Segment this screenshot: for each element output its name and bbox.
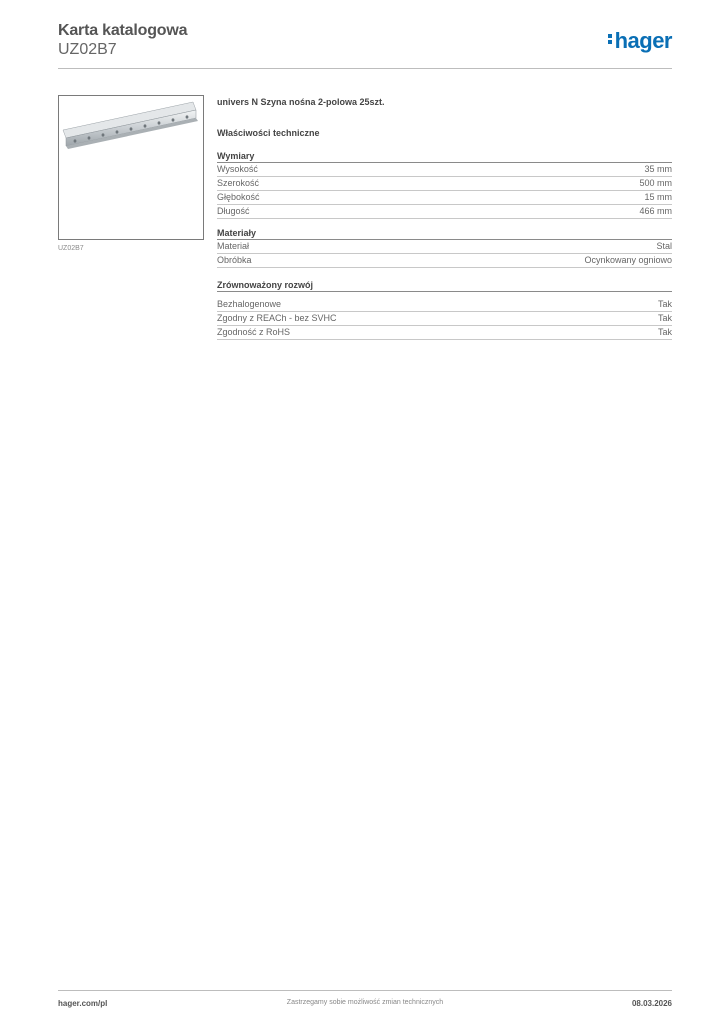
image-caption: UZ02B7 <box>58 245 84 252</box>
row-value: 15 mm <box>644 192 672 202</box>
row-value: 466 mm <box>639 206 672 216</box>
row-value: Ocynkowany ogniowo <box>584 255 672 265</box>
logo-text: hager <box>614 28 672 53</box>
table-row <box>217 177 672 191</box>
table-row <box>217 298 672 312</box>
materials-section <box>217 227 672 268</box>
row-label: Bezhalogenowe <box>217 299 282 309</box>
disclaimer: Zastrzegamy sobie możliwość zmian technicznych <box>286 999 444 1006</box>
row-value: 500 mm <box>639 178 672 188</box>
mounting-rail-image <box>59 96 203 239</box>
row-label: Szerokość <box>217 178 260 188</box>
section-title: Wymiary <box>217 150 672 163</box>
row-label: Zgodność z RoHS <box>217 327 291 337</box>
logo-dots-icon <box>608 32 613 46</box>
row-label: Zgodny z REACh - bez SVHC <box>217 313 337 323</box>
row-label: Materiał <box>217 241 250 251</box>
product-code: UZ02B7 <box>58 41 117 58</box>
dimensions-section <box>217 150 672 219</box>
row-label: Wysokość <box>217 164 258 174</box>
website-link[interactable]: hager.com/pl <box>58 999 108 1008</box>
row-label: Głębokość <box>217 192 260 202</box>
table-row <box>217 254 672 268</box>
sustainability-section <box>217 279 672 340</box>
table-row <box>217 312 672 326</box>
table-row <box>217 240 672 254</box>
technical-properties-heading: Właściwości techniczne <box>217 128 320 138</box>
product-name: univers N Szyna nośna 2-polowa 25szt. <box>217 97 385 107</box>
table-row <box>217 191 672 205</box>
section-title: Zrównoważony rozwój <box>217 279 672 292</box>
technical-sheet <box>217 95 672 340</box>
product-image <box>58 95 204 240</box>
page-header <box>58 22 672 69</box>
table-row <box>217 326 672 340</box>
row-value: Tak <box>657 299 672 309</box>
hager-logo <box>608 28 672 54</box>
table-row <box>217 163 672 177</box>
document-date: 08.03.2026 <box>631 999 672 1008</box>
row-value: Tak <box>657 313 672 323</box>
row-label: Długość <box>217 206 250 216</box>
page-footer <box>58 990 672 1021</box>
row-value: Stal <box>656 241 672 251</box>
row-label: Obróbka <box>217 255 252 265</box>
table-row <box>217 205 672 219</box>
row-value: Tak <box>657 327 672 337</box>
document-title: Karta katalogowa <box>58 22 188 39</box>
section-title: Materiały <box>217 227 672 240</box>
row-value: 35 mm <box>644 164 672 174</box>
